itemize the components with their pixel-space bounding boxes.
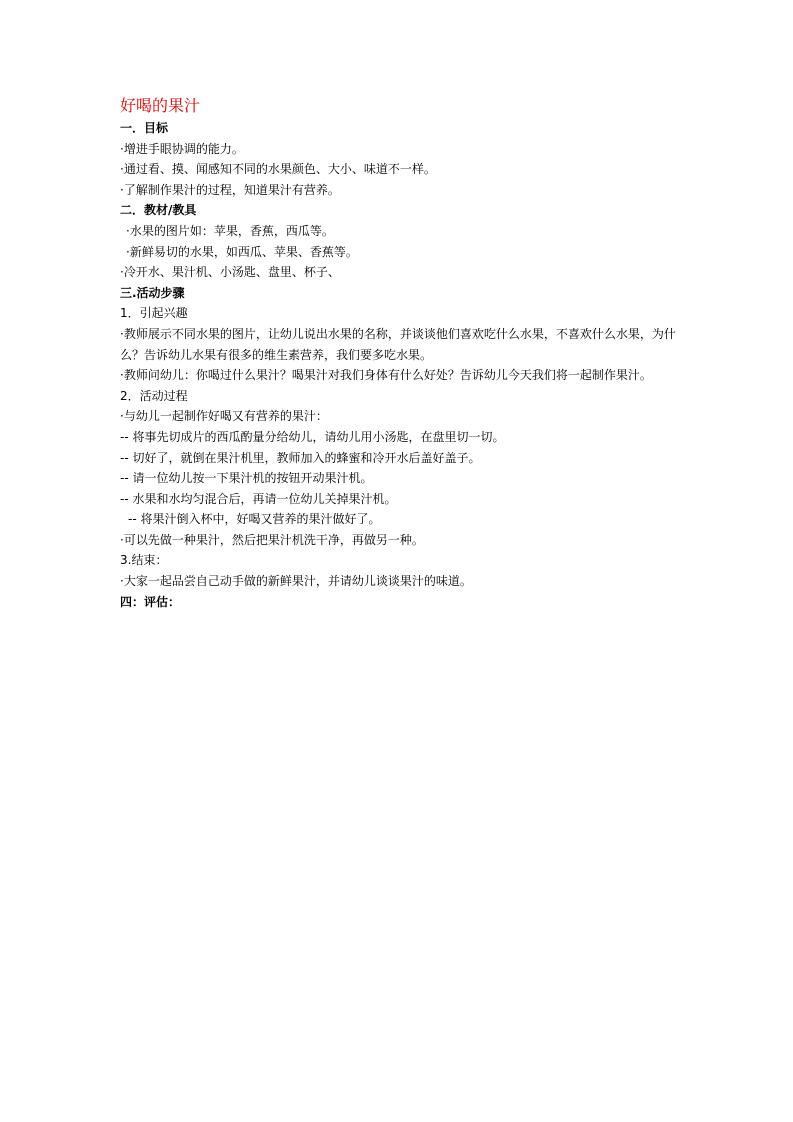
material-item: ·新鲜易切的水果，如西瓜、苹果、香蕉等。 (126, 244, 358, 259)
step-paragraph: ·教师展示不同水果的图片，让幼儿说出水果的名称，并谈谈他们喜欢吃什么水果，不喜欢什么水果，为什么？告诉幼儿水果有很多的维生素营养，我们要多吃水果。 (120, 326, 676, 362)
step-item: ·可以先做一种果汁，然后把果汁机洗干净，再做另一种。 (120, 532, 424, 547)
subsection-heading-process: 2．活动过程 (120, 388, 188, 403)
goal-item: ·增进手眼协调的能力。 (120, 141, 244, 156)
step-item: -- 将事先切成片的西瓜酌量分给幼儿，请幼儿用小汤匙，在盘里切一切。 (120, 429, 505, 444)
subsection-heading-interest: 1．引起兴趣 (120, 306, 188, 321)
material-item: ·冷开水、果汁机、小汤匙、盘里、杯子、 (120, 265, 340, 280)
document-page (120, 96, 680, 612)
subsection-heading-ending: 3.结束： (120, 553, 168, 568)
goal-item: ·了解制作果汁的过程，知道果汁有营养。 (120, 182, 340, 197)
step-item: ·与幼儿一起制作好喝又有营养的果汁： (120, 409, 328, 424)
section-heading-steps: 三.活动步骤 (120, 285, 185, 300)
step-paragraph: ·教师问幼儿：你喝过什么果汁？喝果汁对我们身体有什么好处？告诉幼儿今天我们将一起制作果汁。 (120, 368, 652, 383)
step-item: -- 请一位幼儿按一下果汁机的按钮开动果汁机。 (120, 471, 373, 486)
step-item: ·大家一起品尝自己动手做的新鲜果汁，并请幼儿谈谈果汁的味道。 (120, 574, 472, 589)
section-heading-materials: 二．教材/教具 (120, 203, 197, 218)
step-item: -- 水果和水均匀混合后，再请一位幼儿关掉果汁机。 (120, 491, 397, 506)
document-title: 好喝的果汁 (120, 96, 201, 115)
step-item: -- 切好了，就倒在果汁机里，教师加入的蜂蜜和冷开水后盖好盖子。 (120, 450, 481, 465)
section-heading-evaluation: 四：评估： (120, 594, 181, 609)
step-item: -- 将果汁倒入杯中，好喝又营养的果汁做好了。 (128, 512, 381, 527)
section-heading-goals: 一．目标 (120, 121, 169, 135)
material-item: ·水果的图片如：苹果，香蕉，西瓜等。 (126, 223, 334, 238)
goal-item: ·通过看、摸、闻感知不同的水果颜色、大小、味道不一样。 (120, 162, 436, 177)
